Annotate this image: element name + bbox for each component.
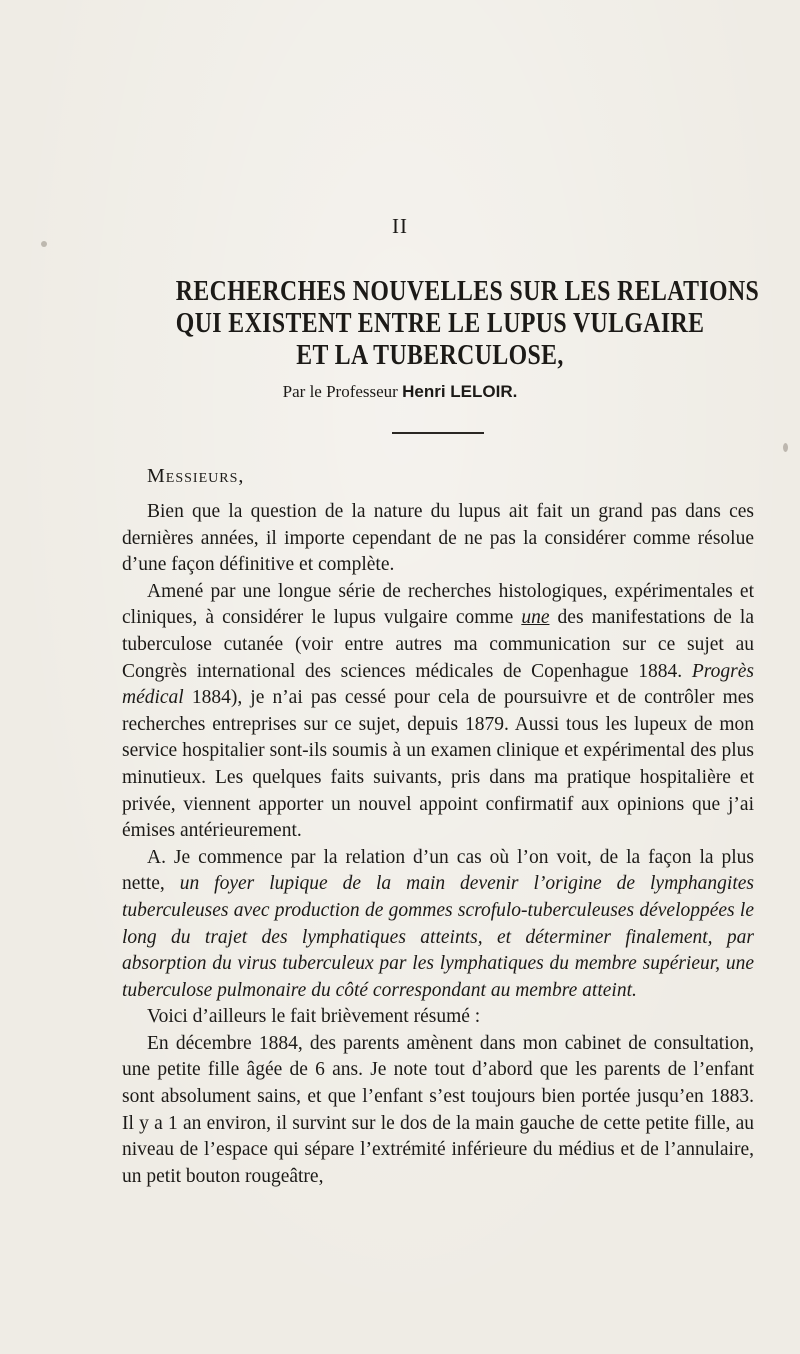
salutation: Messieurs, — [147, 465, 245, 487]
byline — [0, 382, 800, 402]
ink-speck — [783, 443, 788, 452]
text-run: Amené par une longue série de recherches histologiques, expérimentales et cliniques, à considérer le lupus vulgaire comme — [122, 580, 754, 629]
section-numeral: II — [392, 214, 408, 238]
text-run: des manifestations de la tuberculose cutanée (voir entre autres ma communication sur ce sujet au Congrès international des sciences médicales de Copenhague 1884. — [122, 607, 754, 682]
journal-title: Progrès médical — [122, 660, 754, 709]
emphasis-italic: un foyer lupique de la main devenir l’origine de lymphangites tuberculeuses avec production de gommes scrofulo-tuberculeuses développées le long du trajet des lymphatiques atteints, et déterminer finalement, par absorption du virus tuberculeux par les lymphatiques du membre supérieur, une tuberculose pulmonaire du côté correspondant au membre atteint. — [122, 873, 755, 1001]
paragraph: Bien que la question de la nature du lupus ait fait un grand pas dans ces dernières années, il importe cependant de ne pas la considérer comme résolue d’une façon définitive et complète. — [122, 501, 754, 576]
divider-rule — [392, 432, 484, 434]
article-title — [175, 275, 760, 371]
body-text — [122, 499, 754, 1190]
author-name: Henri LELOIR. — [402, 382, 518, 401]
paragraph: Voici d’ailleurs le fait brièvement résumé : — [147, 1006, 481, 1028]
byline-prefix: Par le Professeur — [282, 382, 398, 401]
title-line: QUI EXISTENT ENTRE LE LUPUS VULGAIRE — [175, 307, 705, 339]
emphasis-underlined: une — [521, 607, 550, 629]
paragraph — [122, 845, 754, 1005]
paragraph: En décembre 1884, des parents amènent dans mon cabinet de consultation, une petite fille âgée de 6 ans. Je note tout d’abord que les parents de l’enfant sont absolument sains, et que l’enfant s’est toujours bien portée jusqu’en 1883. Il y a 1 an environ, il survint sur le dos de la main gauche de cette petite fille, au niveau de l’espace qui sépare l’extrémité inférieure du médius et de l’annulaire, un petit bouton rougeâtre, — [122, 1032, 754, 1187]
text-run: 1884), je n’ai pas cessé pour cela de poursuivre et de contrôler mes recherches entreprises sur ce sujet, depuis 1879. Aussi tous les lupeux de mon service hospitalier sont-ils soumis à un examen clinique et expérimental des plus minutieux. Les quelques faits suivants, pris dans ma pratique hospitalière et privée, viennent apporter un nouvel appoint confirmatif aux opinions que j’ai émises antérieurement. — [122, 687, 754, 842]
title-line: ET LA TUBERCULOSE, — [296, 339, 564, 371]
paragraph — [122, 579, 754, 845]
title-line: RECHERCHES NOUVELLES SUR LES RELATIONS — [175, 275, 760, 307]
text-run: A. Je commence par la relation d’un cas où l’on voit, de la façon la plus nette, — [122, 846, 754, 895]
ink-speck — [41, 241, 47, 247]
